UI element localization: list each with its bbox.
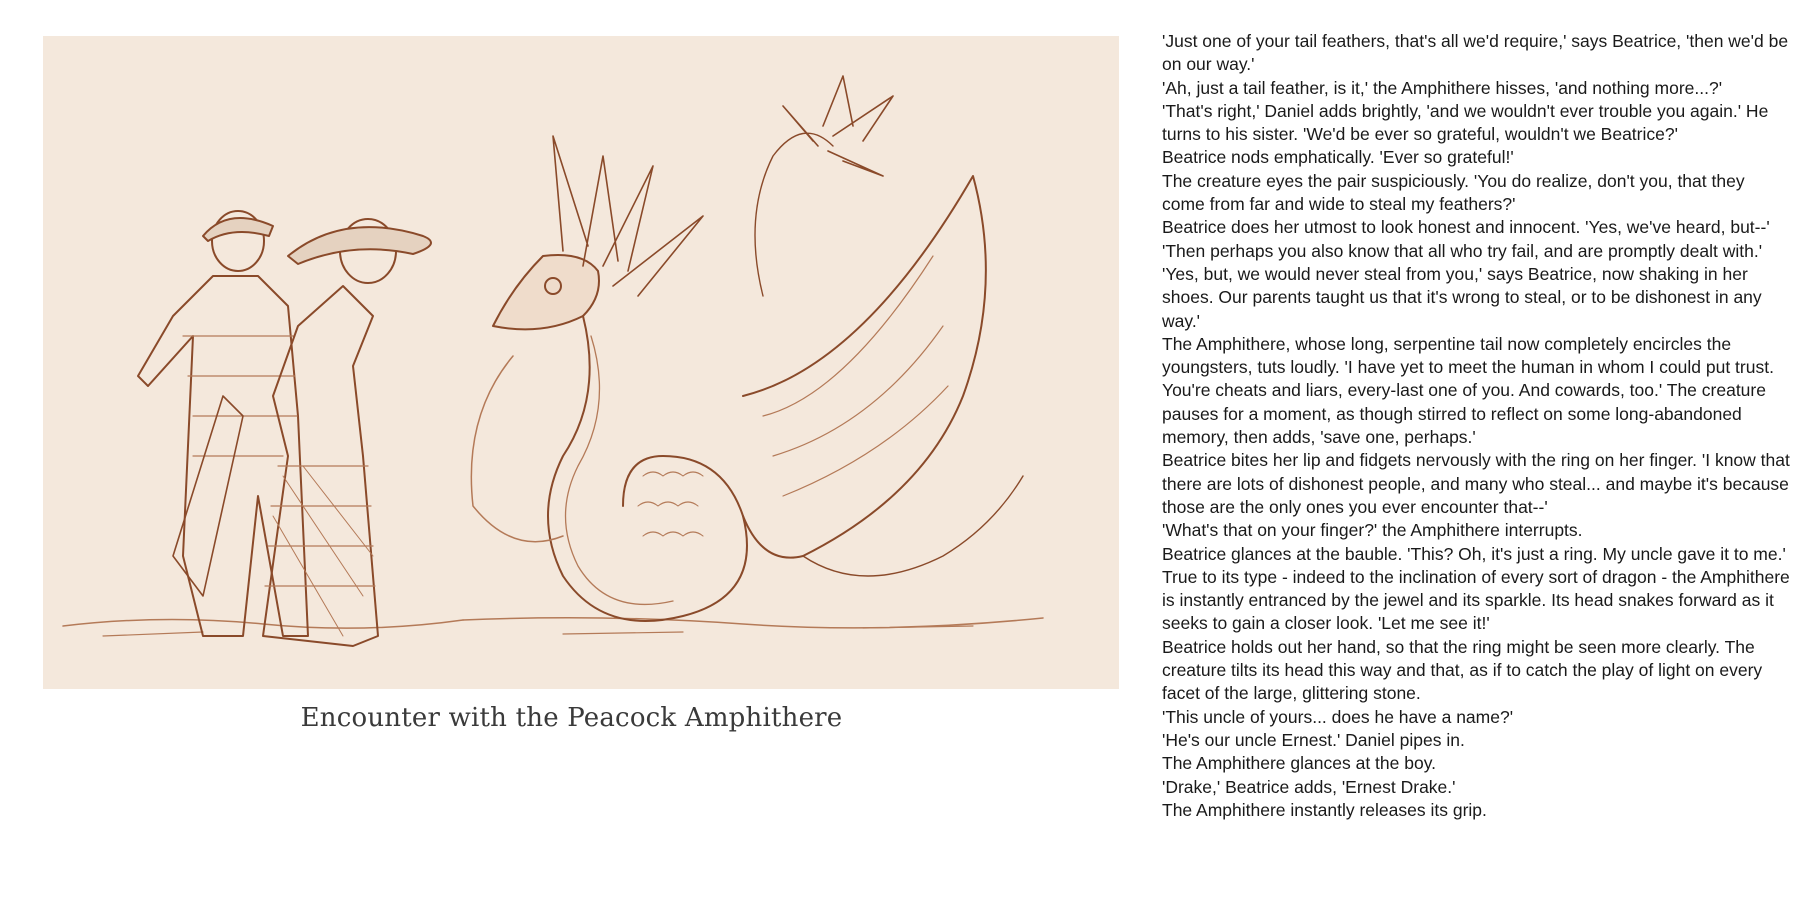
story-paragraph: 'Drake,' Beatrice adds, 'Ernest Drake.' xyxy=(1162,776,1456,797)
story-paragraph: True to its type - indeed to the inclination of every sort of dragon - the Amphithere is instantly entranced by the jewel and its sparkle. Its head snakes forward as it seeks to gain a closer look. 'Let me see it!' xyxy=(1162,566,1790,634)
story-text xyxy=(1162,30,1792,822)
story-paragraph: 'What's that on your finger?' the Amphithere interrupts. xyxy=(1162,520,1583,541)
story-paragraph: Beatrice does her utmost to look honest and innocent. 'Yes, we've heard, but--' xyxy=(1162,217,1770,238)
illustration-caption: Encounter with the Peacock Amphithere xyxy=(300,703,843,733)
story-paragraph: 'He's our uncle Ernest.' Daniel pipes in. xyxy=(1162,729,1465,750)
story-paragraph: The Amphithere glances at the boy. xyxy=(1162,753,1437,774)
story-paragraph: 'Yes, but, we would never steal from you,' says Beatrice, now shaking in her shoes. Our parents taught us that it's wrong to steal, or to be dishonest in any way.' xyxy=(1162,263,1762,331)
story-paragraph: 'Then perhaps you also know that all who try fail, and are promptly dealt with.' xyxy=(1162,240,1763,261)
story-paragraph: 'Ah, just a tail feather, is it,' the Amphithere hisses, 'and nothing more...?' xyxy=(1162,77,1723,98)
story-paragraph: 'This uncle of yours... does he have a name?' xyxy=(1162,706,1514,727)
story-paragraph: Beatrice bites her lip and fidgets nervously with the ring on her finger. 'I know that there are lots of dishonest people, and many who steal... and maybe it's because those are the only ones you ever encounter that--' xyxy=(1162,450,1790,517)
story-paragraph: The Amphithere instantly releases its grip. xyxy=(1162,799,1487,820)
sepia-sketch-image xyxy=(43,36,1119,689)
story-paragraph: Beatrice holds out her hand, so that the ring might be seen more clearly. The creature tilts its head this way and that, as if to catch the play of light on every facet of the large, glittering stone. xyxy=(1162,636,1763,704)
story-paragraph: 'That's right,' Daniel adds brightly, 'and we wouldn't ever trouble you again.' He turns to his sister. 'We'd be ever so grateful, wouldn't we Beatrice?' xyxy=(1162,100,1769,145)
story-paragraph: The creature eyes the pair suspiciously. 'You do realize, don't you, that they come from far and wide to steal my feathers?' xyxy=(1162,170,1745,215)
story-paragraph: Beatrice nods emphatically. 'Ever so grateful!' xyxy=(1162,147,1514,168)
story-paragraph: 'Just one of your tail feathers, that's all we'd require,' says Beatrice, 'then we'd be on our way.' xyxy=(1162,31,1789,75)
story-paragraph: Beatrice glances at the bauble. 'This? Oh, it's just a ring. My uncle gave it to me.' xyxy=(1162,543,1786,564)
illustration xyxy=(43,36,1119,689)
story-paragraph: The Amphithere, whose long, serpentine tail now completely encircles the youngsters, tuts loudly. 'I have yet to meet the human in whom I could put trust. You're cheats and liars, every-last one of you. And cowards, too.' The creature pauses for a moment, as though stirred to reflect on some long-abandoned memory, then adds, 'save one, perhaps.' xyxy=(1162,333,1774,448)
